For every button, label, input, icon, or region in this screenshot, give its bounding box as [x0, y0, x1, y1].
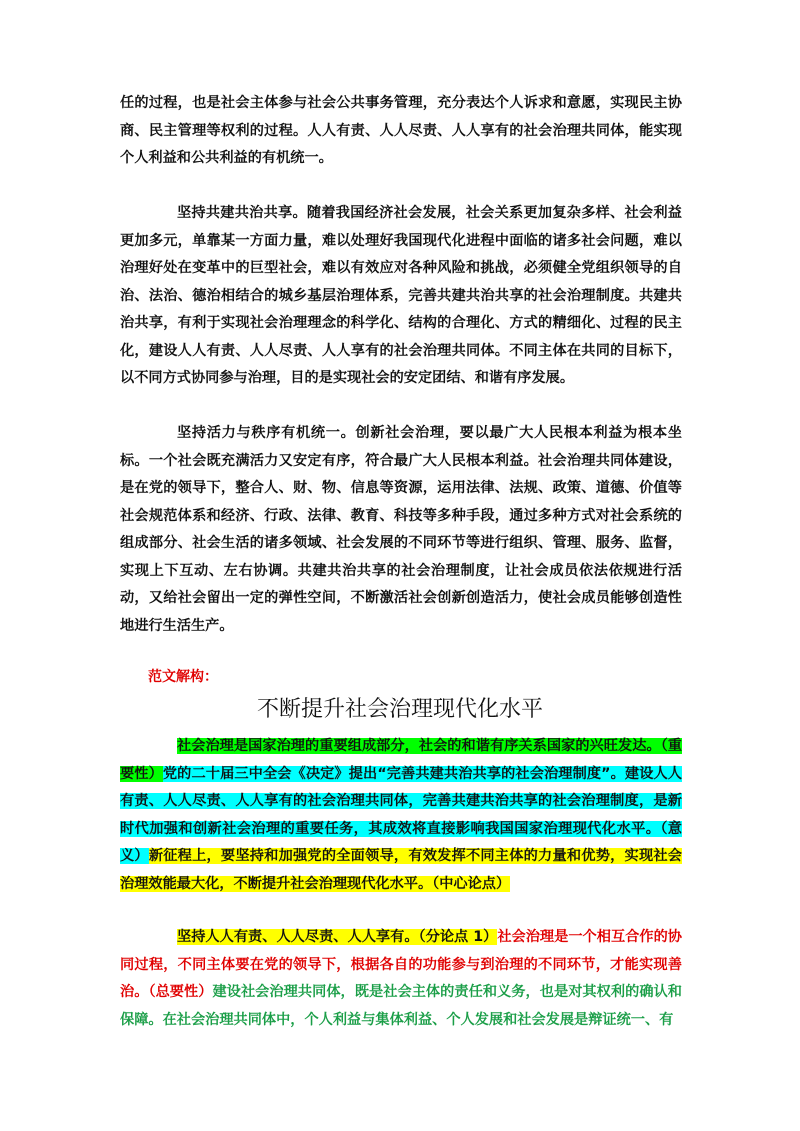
point1-heading: 坚持人人有责、人人尽责、人人享有。（分论点 1） — [177, 929, 498, 945]
paragraph-1: 任的过程，也是社会主体参与社会公共事务管理，充分表达个人诉求和意愿，实现民主协商、民主管理等权利的过程。人人有责、人人尽责、人人享有的社会治理共同体，能实现个人利益和公共利益的有机统一。 — [120, 95, 682, 166]
essay-title: 不断提升社会治理现代化水平 — [256, 697, 543, 722]
paragraph-2: 坚持共建共治共享。随着我国经济社会发展，社会关系更加复杂多样、社会利益更加多元，单靠某一方面力量，难以处理好我国现代化进程中面临的诸多社会问题，难以治理好处在变革中的巨型社会，难以有效应对各种风险和挑战，必须健全党组织领导的自治、法治、德治相结合的城乡基层治理体系，完善共建共治共享的社会治理制度。共建共治共享，有利于实现社会治理理念的科学化、结构的合理化、方式的精细化、过程的民主化，建设人人有责、人人尽责、人人享有的社会治理共同体。不同主体在共同的目标下，以不同方式协同参与治理，目的是实现社会的安定团结、和谐有序发展。 — [120, 205, 682, 386]
point1-necessity: 社会治理是一个相互合作的协同过程，不同主体要在党的领导下，根据各自的功能参与到治理的不同环节，才能实现善治。（总要性） — [120, 929, 682, 1000]
point1-paragraph — [120, 924, 682, 1034]
paragraph-3: 坚持活力与秩序有机统一。创新社会治理，要以最广大人民根本利益为根本坐标。一个社会既充满活力又安定有序，符合最广大人民根本利益。社会治理共同体建设，是在党的领导下，整合人、财、物、信息等资源，运用法律、法规、政策、道德、价值等社会规范体系和经济、行政、法律、教育、科技等多种手段，通过多种方式对社会系统的组成部分、社会生活的诸多领域、社会发展的不同环节等进行组织、管理、服务、监督，实现上下互动、左右协调。共建共治共享的社会治理制度，让社会成员依法依规进行活动，又给社会留出一定的弹性空间，不断激活社会创新创造活力，使社会成员能够创造性地进行生活生产。 — [120, 425, 682, 634]
importance-highlight: 社会治理是国家治理的重要组成部分，社会的和谐有序关系国家的兴旺发达。（重要性） — [120, 738, 682, 782]
point1-body: 建设社会治理共同体，既是社会主体的责任和义务，也是对其权利的确认和保障。在社会治理共同体中，个人利益与集体利益、个人发展和社会发展是辩证统一、有 — [120, 984, 682, 1028]
meaning-highlight: 党的二十届三中全会《决定》提出“完善共建共治共享的社会治理制度”。建设人人有责、人人尽责、人人享有的社会治理共同体，完善共建共治共享的社会治理制度，是新时代加强和创新社会治理的重要任务，其成效将直接影响我国国家治理现代化水平。（意义） — [120, 765, 682, 864]
intro-paragraph — [120, 733, 682, 898]
thesis-highlight: 新征程上，要坚持和加强党的全面领导，有效发挥不同主体的力量和优势，实现社会治理效能最大化，不断提升社会治理现代化水平。（中心论点） — [120, 848, 682, 892]
analysis-label: 范文解构： — [148, 669, 218, 685]
